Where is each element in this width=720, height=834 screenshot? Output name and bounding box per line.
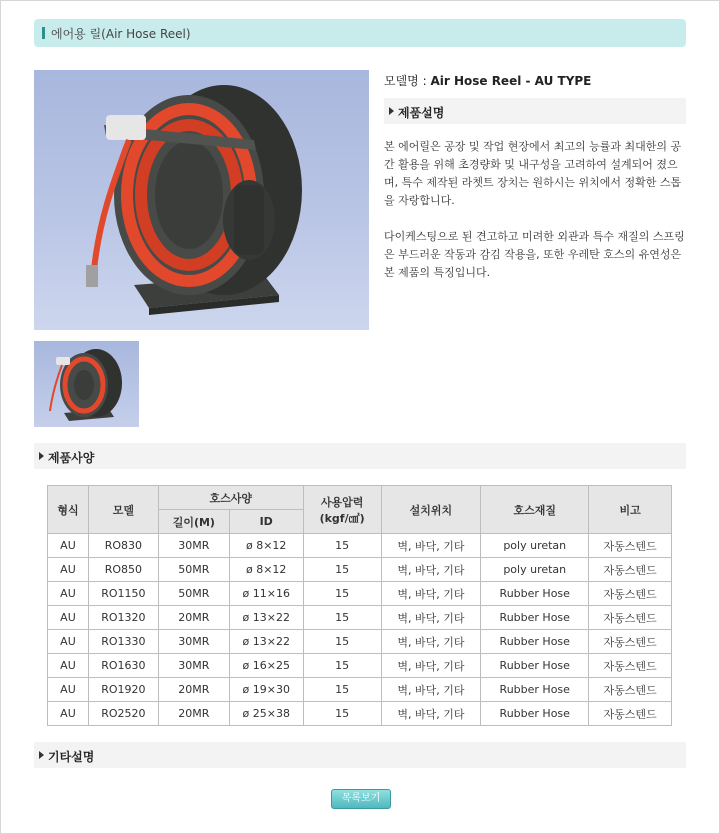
cell-length: 50MR	[158, 582, 229, 606]
cell-material: Rubber Hose	[481, 606, 589, 630]
cell-pressure: 15	[303, 534, 381, 558]
cell-note: 자동스텐드	[589, 702, 672, 726]
spec-section-header	[34, 443, 686, 469]
spec-table	[47, 485, 672, 726]
cell-id: ø 13×22	[229, 606, 303, 630]
cell-location: 벽, 바닥, 기타	[381, 702, 481, 726]
cell-model: RO1320	[88, 606, 158, 630]
product-thumbnail[interactable]	[34, 341, 139, 427]
page-title: 에어용 릴(Air Hose Reel)	[51, 27, 191, 41]
cell-length: 50MR	[158, 558, 229, 582]
cell-id: ø 13×22	[229, 630, 303, 654]
header-pressure-label: 사용압력	[320, 495, 364, 509]
cell-model: RO1150	[88, 582, 158, 606]
cell-type: AU	[48, 534, 89, 558]
cell-type: AU	[48, 558, 89, 582]
cell-model: RO1630	[88, 654, 158, 678]
cell-note: 자동스텐드	[589, 654, 672, 678]
cell-type: AU	[48, 678, 89, 702]
table-row	[48, 654, 672, 678]
cell-model: RO830	[88, 534, 158, 558]
cell-model: RO850	[88, 558, 158, 582]
cell-location: 벽, 바닥, 기타	[381, 582, 481, 606]
product-main-image	[34, 70, 369, 330]
header-model: 모델	[88, 486, 158, 534]
cell-pressure: 15	[303, 678, 381, 702]
cell-model: RO2520	[88, 702, 158, 726]
cell-location: 벽, 바닥, 기타	[381, 654, 481, 678]
cell-id: ø 16×25	[229, 654, 303, 678]
hose-reel-thumbnail-illustration	[34, 341, 139, 427]
table-row	[48, 582, 672, 606]
other-section-title: 기타설명	[48, 750, 95, 764]
header-pressure	[303, 486, 381, 534]
cell-material: Rubber Hose	[481, 702, 589, 726]
cell-material: Rubber Hose	[481, 654, 589, 678]
description-paragraph-2: 다이케스팅으로 된 견고하고 미려한 외관과 특수 재질의 스프링은 부드러운 작동과 감김 작용을, 또한 우레탄 호스의 유연성은 본 제품의 특징입니다.	[384, 230, 685, 279]
header-note: 비고	[589, 486, 672, 534]
table-row	[48, 702, 672, 726]
description-section-header	[384, 98, 686, 124]
cell-note: 자동스텐드	[589, 534, 672, 558]
cell-note: 자동스텐드	[589, 606, 672, 630]
cell-location: 벽, 바닥, 기타	[381, 558, 481, 582]
cell-id: ø 8×12	[229, 534, 303, 558]
cell-location: 벽, 바닥, 기타	[381, 630, 481, 654]
cell-id: ø 8×12	[229, 558, 303, 582]
other-section-header	[34, 742, 686, 768]
hose-reel-illustration	[34, 70, 369, 330]
cell-type: AU	[48, 654, 89, 678]
cell-length: 30MR	[158, 534, 229, 558]
cell-length: 30MR	[158, 630, 229, 654]
triangle-bullet-icon	[39, 751, 44, 759]
cell-type: AU	[48, 606, 89, 630]
cell-material: Rubber Hose	[481, 582, 589, 606]
spec-section-title: 제품사양	[48, 451, 95, 465]
cell-note: 자동스텐드	[589, 558, 672, 582]
cell-length: 30MR	[158, 654, 229, 678]
header-length: 길이(M)	[158, 510, 229, 534]
cell-type: AU	[48, 702, 89, 726]
table-row	[48, 630, 672, 654]
cell-id: ø 25×38	[229, 702, 303, 726]
description-section-title: 제품설명	[398, 106, 445, 120]
cell-material: poly uretan	[481, 558, 589, 582]
cell-model: RO1330	[88, 630, 158, 654]
header-material: 호스재질	[481, 486, 589, 534]
cell-note: 자동스텐드	[589, 678, 672, 702]
cell-length: 20MR	[158, 702, 229, 726]
cell-length: 20MR	[158, 606, 229, 630]
cell-length: 20MR	[158, 678, 229, 702]
cell-pressure: 15	[303, 630, 381, 654]
cell-pressure: 15	[303, 582, 381, 606]
cell-location: 벽, 바닥, 기타	[381, 534, 481, 558]
model-value: Air Hose Reel - AU TYPE	[430, 74, 592, 88]
header-hose-spec: 호스사양	[158, 486, 303, 510]
cell-id: ø 11×16	[229, 582, 303, 606]
cell-material: poly uretan	[481, 534, 589, 558]
list-view-button[interactable]: 목록보기	[331, 789, 391, 809]
cell-type: AU	[48, 630, 89, 654]
cell-note: 자동스텐드	[589, 582, 672, 606]
table-row	[48, 534, 672, 558]
model-name-line	[384, 72, 591, 89]
cell-pressure: 15	[303, 654, 381, 678]
cell-type: AU	[48, 582, 89, 606]
header-pressure-unit: (kgf/㎠)	[319, 511, 365, 525]
triangle-bullet-icon	[39, 452, 44, 460]
cell-material: Rubber Hose	[481, 630, 589, 654]
cell-id: ø 19×30	[229, 678, 303, 702]
table-row	[48, 606, 672, 630]
title-marker	[42, 27, 45, 39]
cell-location: 벽, 바닥, 기타	[381, 606, 481, 630]
cell-material: Rubber Hose	[481, 678, 589, 702]
cell-pressure: 15	[303, 606, 381, 630]
cell-location: 벽, 바닥, 기타	[381, 678, 481, 702]
cell-note: 자동스텐드	[589, 630, 672, 654]
cell-model: RO1920	[88, 678, 158, 702]
triangle-bullet-icon	[389, 107, 394, 115]
cell-pressure: 15	[303, 702, 381, 726]
header-type: 형식	[48, 486, 89, 534]
model-label: 모델명 :	[384, 74, 431, 88]
page-title-bar	[34, 19, 686, 47]
header-id: ID	[229, 510, 303, 534]
table-row	[48, 558, 672, 582]
cell-pressure: 15	[303, 558, 381, 582]
description-paragraph-1: 본 에어릴은 공장 및 작업 현장에서 최고의 능률과 최대한의 공간 활용을 위해 초경량화 및 내구성을 고려하여 설계되어 졌으며, 특수 제작된 라쳇트 장치는 원하시는 위치에서 정확한 스톱을 자랑합니다.	[384, 140, 682, 207]
table-row	[48, 678, 672, 702]
header-location: 설치위치	[381, 486, 481, 534]
